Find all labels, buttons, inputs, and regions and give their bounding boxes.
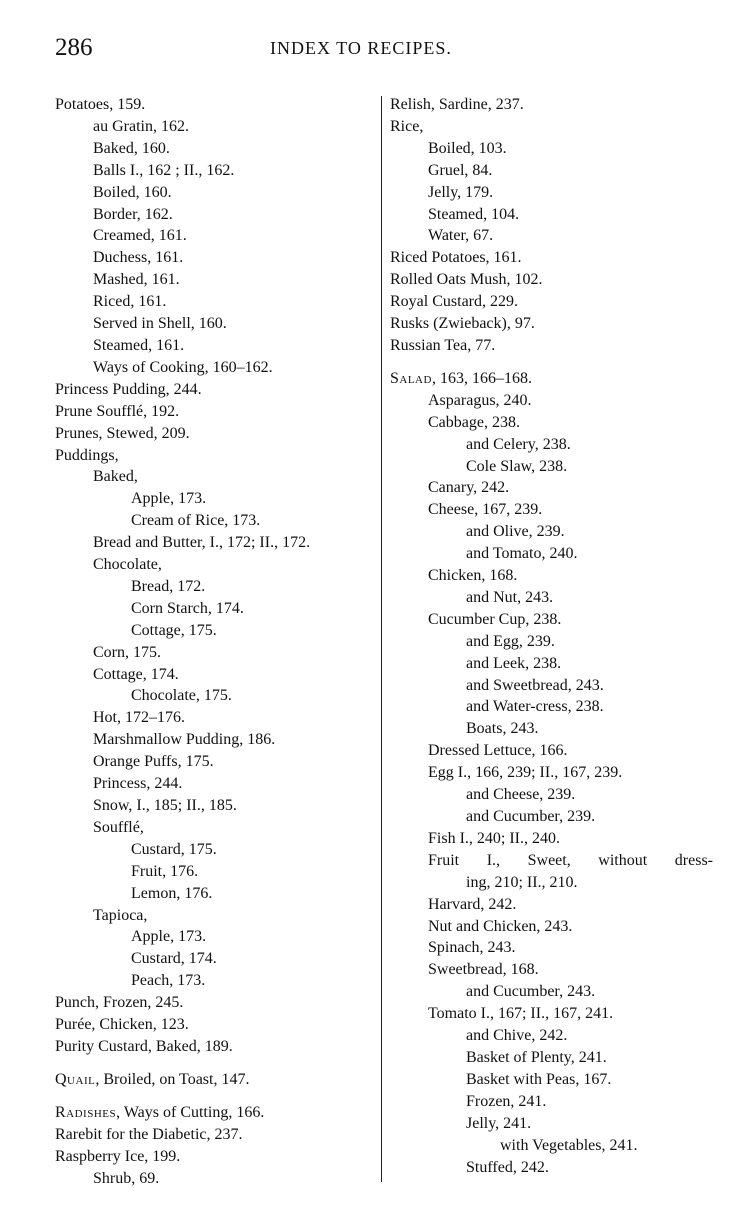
index-entry-text: Apple, 173. [131,928,207,946]
index-entry [55,1124,375,1146]
index-entry-text: Puddings, [55,446,119,464]
index-entry [55,247,375,269]
index-entry-text: Duchess, 161. [93,249,184,267]
index-entry-text: Custard, 174. [131,950,217,968]
index-entry-text: and Tomato, 240. [466,545,578,563]
index-entry [55,1146,375,1168]
index-entry-text: Cabbage, 238. [428,413,520,431]
index-entry-text: Border, 162. [93,205,173,223]
index-entry [55,1036,375,1058]
index-entry-text: , 163, 166–168. [431,369,532,387]
index-entry-text: Basket with Peas, 167. [466,1070,612,1088]
index-entry-text: and Cucumber, 243. [466,983,596,1001]
index-entry [390,1113,710,1135]
index-entry [390,335,710,357]
index-entry [390,368,710,390]
index-entry-text: Purity Custard, Baked, 189. [55,1037,233,1055]
index-entry-text: Rice, [390,117,424,135]
index-entry [55,1168,375,1190]
index-entry-text: Boiled, 160. [93,183,172,201]
index-entry [55,861,375,883]
index-entry-text: Potatoes, 159. [55,96,146,113]
index-entry-text: Jelly, 179. [428,183,494,201]
index-entry [55,817,375,839]
index-entry [55,598,375,620]
index-entry [390,784,710,806]
index-entry [55,379,375,401]
index-entry-text: Prunes, Stewed, 209. [55,424,190,442]
index-entry [390,850,713,872]
index-entry-text: Harvard, 242. [428,895,517,913]
index-entry-text: with Vegetables, 241. [500,1136,638,1154]
index-entry [55,401,375,423]
index-entry-text: Balls I., 162 ; II., 162. [93,161,235,179]
index-entry-text: Apple, 173. [131,490,207,508]
index-entry [390,631,710,653]
index-entry [55,269,375,291]
index-entry [390,872,710,894]
index-entry [55,160,375,182]
index-entry [55,1069,375,1091]
index-entry-text: Cream of Rice, 173. [131,512,261,530]
index-entry-text: and Nut, 243. [466,588,554,606]
index-letter-heading: Salad [390,369,432,387]
index-entry [390,828,710,850]
index-entry-text: , Broiled, on Toast, 147. [95,1070,250,1088]
index-entry-text: Raspberry Ice, 199. [55,1147,181,1165]
index-entry-text: Peach, 173. [131,972,206,990]
page-number: 286 [55,34,93,61]
index-entry [55,138,375,160]
index-entry [55,905,375,927]
index-entry [390,204,710,226]
index-entry [390,291,710,313]
index-letter-heading: Quail [55,1070,96,1088]
index-entry [390,609,710,631]
section-gap [55,1091,375,1102]
index-entry [390,116,710,138]
index-entry [390,565,710,587]
index-entry-text: Creamed, 161. [93,227,187,245]
index-entry [55,335,375,357]
index-entry-text: Fish I., 240; II., 240. [428,829,560,847]
index-entry [55,291,375,313]
index-entry [55,488,375,510]
index-entry [55,94,375,116]
index-entry [55,532,375,554]
index-entry-text: Steamed, 161. [93,336,185,354]
index-entry [55,685,375,707]
index-column-left [55,94,375,1189]
index-entry-text: Fruit I., Sweet, without dress- [428,851,713,869]
index-entry-text: Marshmallow Pudding, 186. [93,731,276,749]
index-entry [390,916,710,938]
index-entry-text: Served in Shell, 160. [93,315,227,333]
index-entry-text: Basket of Plenty, 241. [466,1048,607,1066]
index-entry [390,1091,710,1113]
index-entry [390,138,710,160]
index-entry-text: Tapioca, [93,906,148,924]
index-entry-text: and Celery, 238. [466,435,571,453]
index-entry [55,926,375,948]
column-divider [381,96,382,1182]
index-entry [55,642,375,664]
index-column-right [390,94,713,1178]
index-entry-text: Royal Custard, 229. [390,293,518,311]
index-entry-text: Chocolate, [93,556,162,574]
index-entry-text: Steamed, 104. [428,205,520,223]
index-entry [55,445,375,467]
index-entry-text: Cole Slaw, 238. [466,457,568,475]
index-entry [390,247,710,269]
index-entry-text: Spinach, 243. [428,939,516,957]
index-entry [55,423,375,445]
index-entry-text: and Olive, 239. [466,523,565,541]
index-entry-text: , Ways of Cutting, 166. [116,1103,265,1121]
index-entry [390,390,710,412]
index-entry-text: Egg I., 166, 239; II., 167, 239. [428,764,623,782]
index-entry-text: Mashed, 161. [93,271,180,289]
index-entry-text: Rolled Oats Mush, 102. [390,271,543,289]
index-entry-text: Shrub, 69. [93,1169,160,1187]
index-entry [55,357,375,379]
index-entry-text: Rarebit for the Diabetic, 237. [55,1125,243,1143]
index-entry [390,1135,710,1157]
index-entry [390,313,710,335]
index-entry-text: Nut and Chicken, 243. [428,917,573,935]
index-entry-text: Baked, 160. [93,139,170,157]
index-entry [390,477,710,499]
index-entry-text: ing, 210; II., 210. [466,873,578,891]
index-entry [390,959,710,981]
index-entry [390,675,710,697]
index-entry-text: Dressed Lettuce, 166. [428,742,568,760]
index-entry-text: Bread and Butter, I., 172; II., 172. [93,534,311,552]
index-entry [390,160,710,182]
index-entry-text: Purée, Chicken, 123. [55,1016,189,1034]
index-entry-text: and Egg, 239. [466,632,555,650]
index-entry-text: Stuffed, 242. [466,1158,549,1176]
index-entry-text: Cucumber Cup, 238. [428,610,562,628]
index-entry [390,225,710,247]
index-entry [390,456,710,478]
index-entry-text: Riced, 161. [93,293,167,311]
index-entry [390,412,710,434]
index-entry [390,1003,710,1025]
index-entry-text: au Gratin, 162. [93,117,189,135]
index-entry [390,587,710,609]
index-entry-text: Jelly, 241. [466,1114,532,1132]
index-entry [55,620,375,642]
index-entry-text: Orange Puffs, 175. [93,753,214,771]
index-entry [390,434,710,456]
index-entry-text: Asparagus, 240. [428,391,532,409]
index-entry [55,466,375,488]
index-entry [55,225,375,247]
index-entry [55,839,375,861]
running-title: INDEX TO RECIPES. [270,38,452,58]
index-entry [390,718,710,740]
index-entry [55,182,375,204]
index-entry-text: Frozen, 241. [466,1092,547,1110]
index-entry-text: Boiled, 103. [428,139,507,157]
index-entry-text: Lemon, 176. [131,884,213,902]
index-entry [390,1025,710,1047]
index-entry [55,883,375,905]
index-entry [55,1014,375,1036]
index-entry [55,116,375,138]
index-entry-text: and Chive, 242. [466,1027,568,1045]
index-entry-text: Sweetbread, 168. [428,961,539,979]
index-entry-text: Corn Starch, 174. [131,599,244,617]
index-entry-text: Punch, Frozen, 245. [55,994,184,1012]
index-entry-text: Tomato I., 167; II., 167, 241. [428,1005,614,1023]
index-entry-text: Princess, 244. [93,775,183,793]
index-entry [390,182,710,204]
index-entry-text: Russian Tea, 77. [390,336,496,354]
index-entry-text: Rusks (Zwieback), 97. [390,315,535,333]
index-entry-text: Baked, [93,468,138,486]
index-entry-text: Fruit, 176. [131,862,199,880]
index-entry-text: Princess Pudding, 244. [55,380,202,398]
index-entry [390,1047,710,1069]
index-entry-text: Canary, 242. [428,479,510,497]
index-entry [55,729,375,751]
index-entry-text: Chicken, 168. [428,567,518,585]
index-entry [390,894,710,916]
index-entry-text: Ways of Cooking, 160–162. [93,358,273,376]
index-entry [55,204,375,226]
index-entry [390,740,710,762]
index-entry [390,1157,710,1179]
index-entry [390,1069,710,1091]
index-entry-text: Cheese, 167, 239. [428,501,543,519]
index-entry-text: and Leek, 238. [466,654,562,672]
index-entry-text: Hot, 172–176. [93,709,185,727]
index-entry-text: Boats, 243. [466,720,539,738]
index-entry-text: Riced Potatoes, 161. [390,249,522,267]
index-entry [390,981,710,1003]
index-entry-text: Snow, I., 185; II., 185. [93,797,237,814]
index-entry [55,970,375,992]
index-entry-text: Chocolate, 175. [131,687,232,705]
index-entry [55,751,375,773]
index-entry [390,543,710,565]
index-entry-text: Prune Soufflé, 192. [55,402,180,420]
index-entry [55,948,375,970]
index-entry-text: Corn, 175. [93,643,161,661]
index-entry [55,795,375,817]
index-entry [55,707,375,729]
index-entry-text: Water, 67. [428,227,494,245]
index-entry [390,269,710,291]
index-entry-text: and Cucumber, 239. [466,808,596,825]
index-entry-text: Custard, 175. [131,840,217,858]
index-entry [390,653,710,675]
index-entry [55,576,375,598]
index-entry [55,773,375,795]
index-entry-text: Cottage, 174. [93,665,179,683]
index-entry [390,94,710,116]
index-entry-text: and Cheese, 239. [466,786,576,804]
section-gap [55,1058,375,1069]
index-entry [390,762,710,784]
index-entry-text: Gruel, 84. [428,161,493,179]
index-entry [55,554,375,576]
index-entry [55,992,375,1014]
index-entry [390,521,710,543]
index-entry-text: Cottage, 175. [131,621,217,639]
index-entry [55,313,375,335]
index-entry-text: Soufflé, [93,818,144,836]
index-entry [55,664,375,686]
index-entry-text: and Sweetbread, 243. [466,676,604,694]
index-letter-heading: Radishes [55,1103,117,1121]
index-entry-text: and Water-cress, 238. [466,698,604,716]
index-entry [390,499,710,521]
index-entry [55,1102,375,1124]
index-entry [55,510,375,532]
index-entry-text: Relish, Sardine, 237. [390,96,524,113]
index-entry [390,806,710,828]
section-gap [390,357,710,368]
index-entry [390,696,710,718]
index-entry [390,937,710,959]
index-entry-text: Bread, 172. [131,577,206,595]
